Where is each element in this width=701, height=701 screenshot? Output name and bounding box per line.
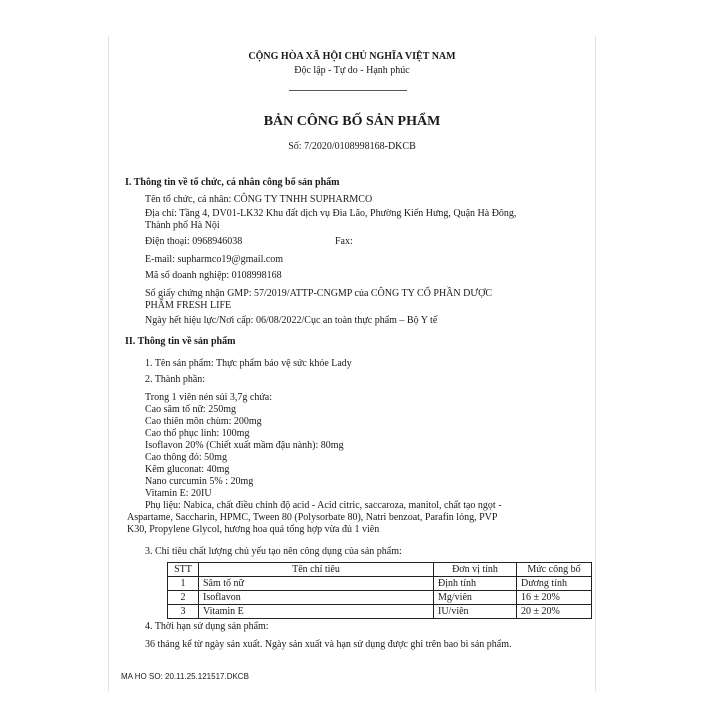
criteria-title: 3. Chỉ tiêu chất lượng chủ yếu tạo nên công dụng của sản phẩm: — [145, 546, 402, 557]
cell-level: Dương tính — [517, 577, 592, 591]
gmp-line-1: Số giấy chứng nhận GMP: 57/2019/ATTP-CNGMP của CÔNG TY CỔ PHẦN DƯỢC — [145, 288, 492, 299]
shelf-life-title: 4. Thời hạn sử dụng sản phẩm: — [145, 621, 269, 632]
cell-criterion: Vitamin E — [199, 605, 434, 619]
ingredient-line: Isoflavon 20% (Chiết xuất mầm đậu nành): 80mg — [145, 440, 344, 451]
document-title: BẢN CÔNG BỐ SẢN PHẨM — [263, 114, 441, 129]
address-line-1: Địa chỉ: Tầng 4, DV01-LK32 Khu đất dịch vụ Đìa Lão, Phường Kiến Hưng, Quận Hà Đông, — [145, 208, 517, 219]
section-2-heading: II. Thông tin về sản phẩm — [125, 336, 236, 347]
product-name: 1. Tên sản phẩm: Thực phẩm bảo vệ sức khỏe Lady — [145, 358, 352, 369]
ingredient-line: Vitamin E: 20IU — [145, 488, 212, 499]
header-declared-level: Mức công bố — [517, 563, 592, 577]
document-page — [108, 36, 596, 691]
ingredient-line: Cao thổ phục linh: 100mg — [145, 428, 250, 439]
table-header-row — [168, 563, 592, 577]
table-row — [168, 605, 592, 619]
validity: Ngày hết hiệu lực/Nơi cấp: 06/08/2022/Cục an toàn thực phẩm – Bộ Y tế — [145, 315, 438, 326]
country-header: CỘNG HÒA XÃ HỘI CHỦ NGHĨA VIỆT NAM — [248, 51, 456, 62]
email: E-mail: supharmco19@gmail.com — [145, 254, 284, 265]
cell-unit: Định tính — [434, 577, 517, 591]
cell-unit: Mg/viên — [434, 591, 517, 605]
cell-criterion: Sâm tố nữ — [199, 577, 434, 591]
ingredient-line: Trong 1 viên nén sủi 3,7g chứa: — [145, 392, 272, 403]
cell-level: 20 ± 20% — [517, 605, 592, 619]
header-criterion: Tên chỉ tiêu — [199, 563, 434, 577]
ingredient-line: Cao thiên môn chùm: 200mg — [145, 416, 262, 427]
cell-stt: 2 — [168, 591, 199, 605]
excipients-line-1: Phụ liệu: Nabica, chất điều chỉnh độ acid - Acid citric, saccaroza, manitol, chất tạo ngọt - — [145, 500, 502, 511]
criteria-table — [167, 562, 592, 619]
table-row — [168, 577, 592, 591]
ingredients-title: 2. Thành phần: — [145, 374, 206, 385]
excipients-line-3: K30, Propylene Glycol, hương hoa quả tổng hợp vừa đủ 1 viên — [127, 524, 380, 535]
fax: Fax: — [335, 236, 353, 247]
excipients-line-2: Aspartame, Saccharin, HPMC, Tween 80 (Polysorbate 80), Natri benzoat, Parafin lỏng, PVP — [127, 512, 498, 523]
ingredient-line: Nano curcumin 5% : 20mg — [145, 476, 254, 487]
ingredient-line: Cao thông đỏ: 50mg — [145, 452, 227, 463]
cell-unit: IU/viên — [434, 605, 517, 619]
header-unit: Đơn vị tính — [434, 563, 517, 577]
tax-code: Mã số doanh nghiệp: 0108998168 — [145, 270, 282, 281]
motto: Độc lập - Tự do - Hạnh phúc — [294, 65, 410, 76]
ingredient-line: Kẽm gluconat: 40mg — [145, 464, 230, 475]
ingredient-line: Cao sâm tố nữ: 250mg — [145, 404, 236, 415]
cell-stt: 1 — [168, 577, 199, 591]
cell-level: 16 ± 20% — [517, 591, 592, 605]
gmp-line-2: PHẨM FRESH LIFE — [145, 300, 232, 311]
shelf-life: 36 tháng kể từ ngày sản xuất. Ngày sản xuất và hạn sử dụng được ghi trên bao bì sản phẩm. — [145, 639, 512, 650]
record-number: MA HO SO: 20.11.25.121517.DKCB — [121, 672, 249, 681]
header-divider — [289, 90, 407, 91]
cell-criterion: Isoflavon — [199, 591, 434, 605]
phone: Điện thoại: 0968946038 — [145, 236, 243, 247]
section-1-heading: I. Thông tin về tổ chức, cá nhân công bố sản phẩm — [125, 177, 340, 188]
cell-stt: 3 — [168, 605, 199, 619]
table-row — [168, 591, 592, 605]
document-number: Số: 7/2020/0108998168-DKCB — [288, 141, 416, 152]
org-name: Tên tổ chức, cá nhân: CÔNG TY TNHH SUPHARMCO — [145, 194, 373, 205]
header-stt: STT — [168, 563, 199, 577]
address-line-2: Thành phố Hà Nội — [145, 220, 220, 231]
